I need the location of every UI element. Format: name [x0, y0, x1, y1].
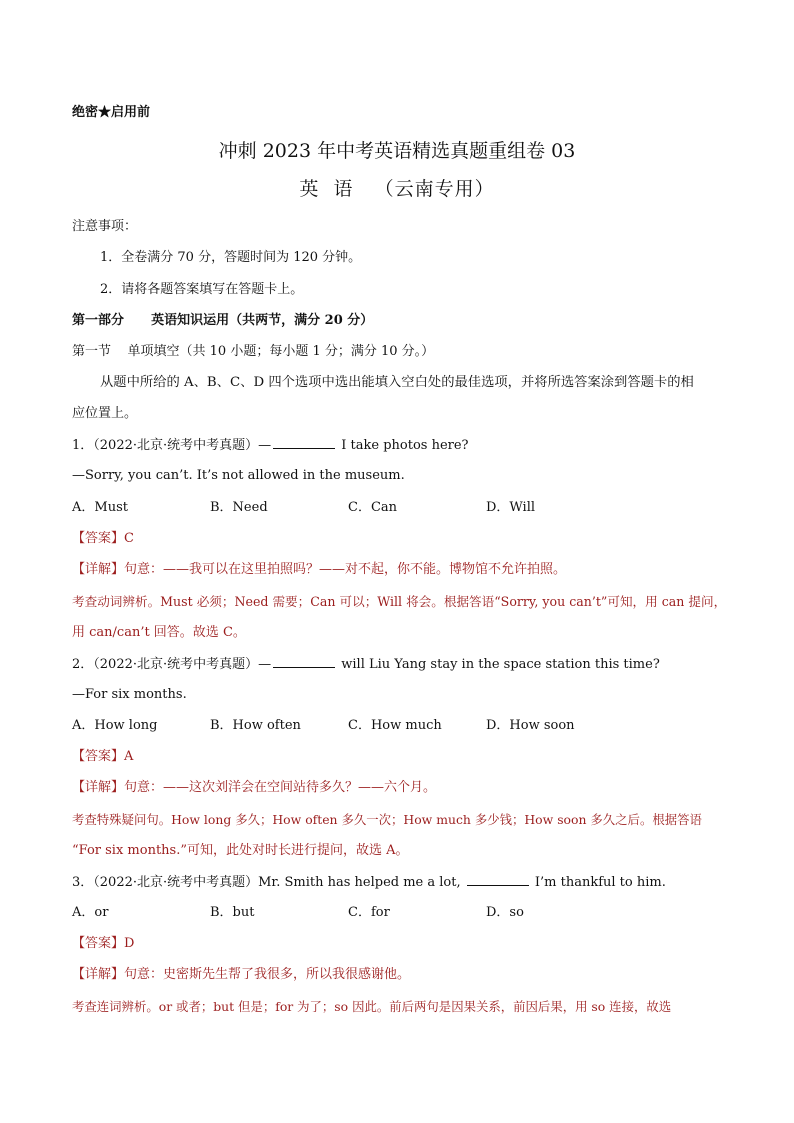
- question-2-stem: [72, 655, 722, 674]
- question-1-option-c: C．Can: [348, 500, 398, 515]
- answer-blank: [273, 436, 335, 449]
- question-2-stem-suffix: will Liu Yang stay in the space station this time?: [337, 657, 660, 672]
- question-1-answer: 【答案】C: [72, 531, 134, 546]
- instruction-line-2: 应位置上。: [72, 406, 138, 421]
- question-1-explain-3: 用 can/can’t 回答。故选 C。: [72, 625, 246, 640]
- question-2-explain-1: 【详解】句意：——这次刘洋会在空间站待多久？——六个月。: [72, 780, 437, 795]
- question-2-option-b: B．How often: [210, 718, 301, 733]
- section1-heading: 第一节 单项填空（共 10 小题；每小题 1 分；满分 10 分。）: [72, 344, 435, 359]
- question-3-option-d: D．so: [486, 905, 524, 920]
- instruction-line-1: 从题中所给的 A、B、C、D 四个选项中选出能填入空白处的最佳选项，并将所选答案涂到答题卡的相: [100, 375, 694, 390]
- question-2-stem-prefix: 2．（2022·北京·统考中考真题）—: [72, 657, 272, 672]
- part1-heading: 第一部分 英语知识运用（共两节，满分 20 分）: [72, 313, 374, 328]
- question-2-option-c: C．How much: [348, 718, 442, 733]
- question-2-option-a: A．How long: [72, 718, 158, 733]
- question-1-option-b: B．Need: [210, 500, 268, 515]
- question-1-stem: [72, 436, 722, 455]
- question-1-stem-prefix: 1．（2022·北京·统考中考真题）—: [72, 438, 272, 453]
- note-item-2: 2．请将各题答案填写在答题卡上。: [100, 282, 304, 297]
- secret-mark: 绝密★启用前: [72, 105, 151, 120]
- question-3-explain-1: 【详解】句意：史密斯先生帮了我很多，所以我很感谢他。: [72, 967, 411, 982]
- question-3-option-c: C．for: [348, 905, 390, 920]
- question-3-option-b: B．but: [210, 905, 255, 920]
- page-title: 冲刺 2023 年中考英语精选真题重组卷 03: [218, 140, 576, 162]
- question-1-option-a: A．Must: [72, 500, 128, 515]
- question-1-stem-suffix: I take photos here?: [337, 438, 469, 453]
- question-3-stem: [72, 873, 722, 892]
- question-3-option-a: A．or: [72, 905, 109, 920]
- question-1-option-d: D．Will: [486, 500, 536, 515]
- notes-heading: 注意事项：: [72, 219, 138, 234]
- answer-blank: [273, 655, 335, 668]
- question-1-explain-2: 考查动词辨析。Must 必须；Need 需要；Can 可以；Will 将会。根据答语“Sorry, you can’t”可知，用 can 提问，: [72, 594, 727, 609]
- question-3-stem-prefix: 3．（2022·北京·统考中考真题）Mr. Smith has helped me a lot,: [72, 875, 465, 890]
- note-item-1: 1．全卷满分 70 分，答题时间为 120 分钟。: [100, 250, 362, 265]
- question-1-reply: —Sorry, you can’t. It’s not allowed in the museum.: [72, 468, 405, 483]
- question-2-reply: —For six months.: [72, 687, 187, 702]
- question-2-explain-2: 考查特殊疑问句。How long 多久；How often 多久一次；How much 多少钱；How soon 多久之后。根据答语: [72, 812, 702, 827]
- question-2-answer: 【答案】A: [72, 749, 134, 764]
- page-subtitle: 英 语 （云南专用）: [299, 178, 495, 200]
- question-2-option-d: D．How soon: [486, 718, 575, 733]
- question-3-stem-suffix: I’m thankful to him.: [530, 875, 666, 890]
- question-2-explain-3: “For six months.”可知，此处对时长进行提问，故选 A。: [72, 843, 409, 858]
- question-3-answer: 【答案】D: [72, 936, 135, 951]
- answer-blank: [467, 873, 529, 886]
- question-1-explain-1: 【详解】句意：——我可以在这里拍照吗？——对不起，你不能。博物馆不允许拍照。: [72, 562, 567, 577]
- question-3-explain-2: 考查连词辨析。or 或者；but 但是；for 为了；so 因此。前后两句是因果关系，前因后果，用 so 连接，故选: [72, 999, 672, 1014]
